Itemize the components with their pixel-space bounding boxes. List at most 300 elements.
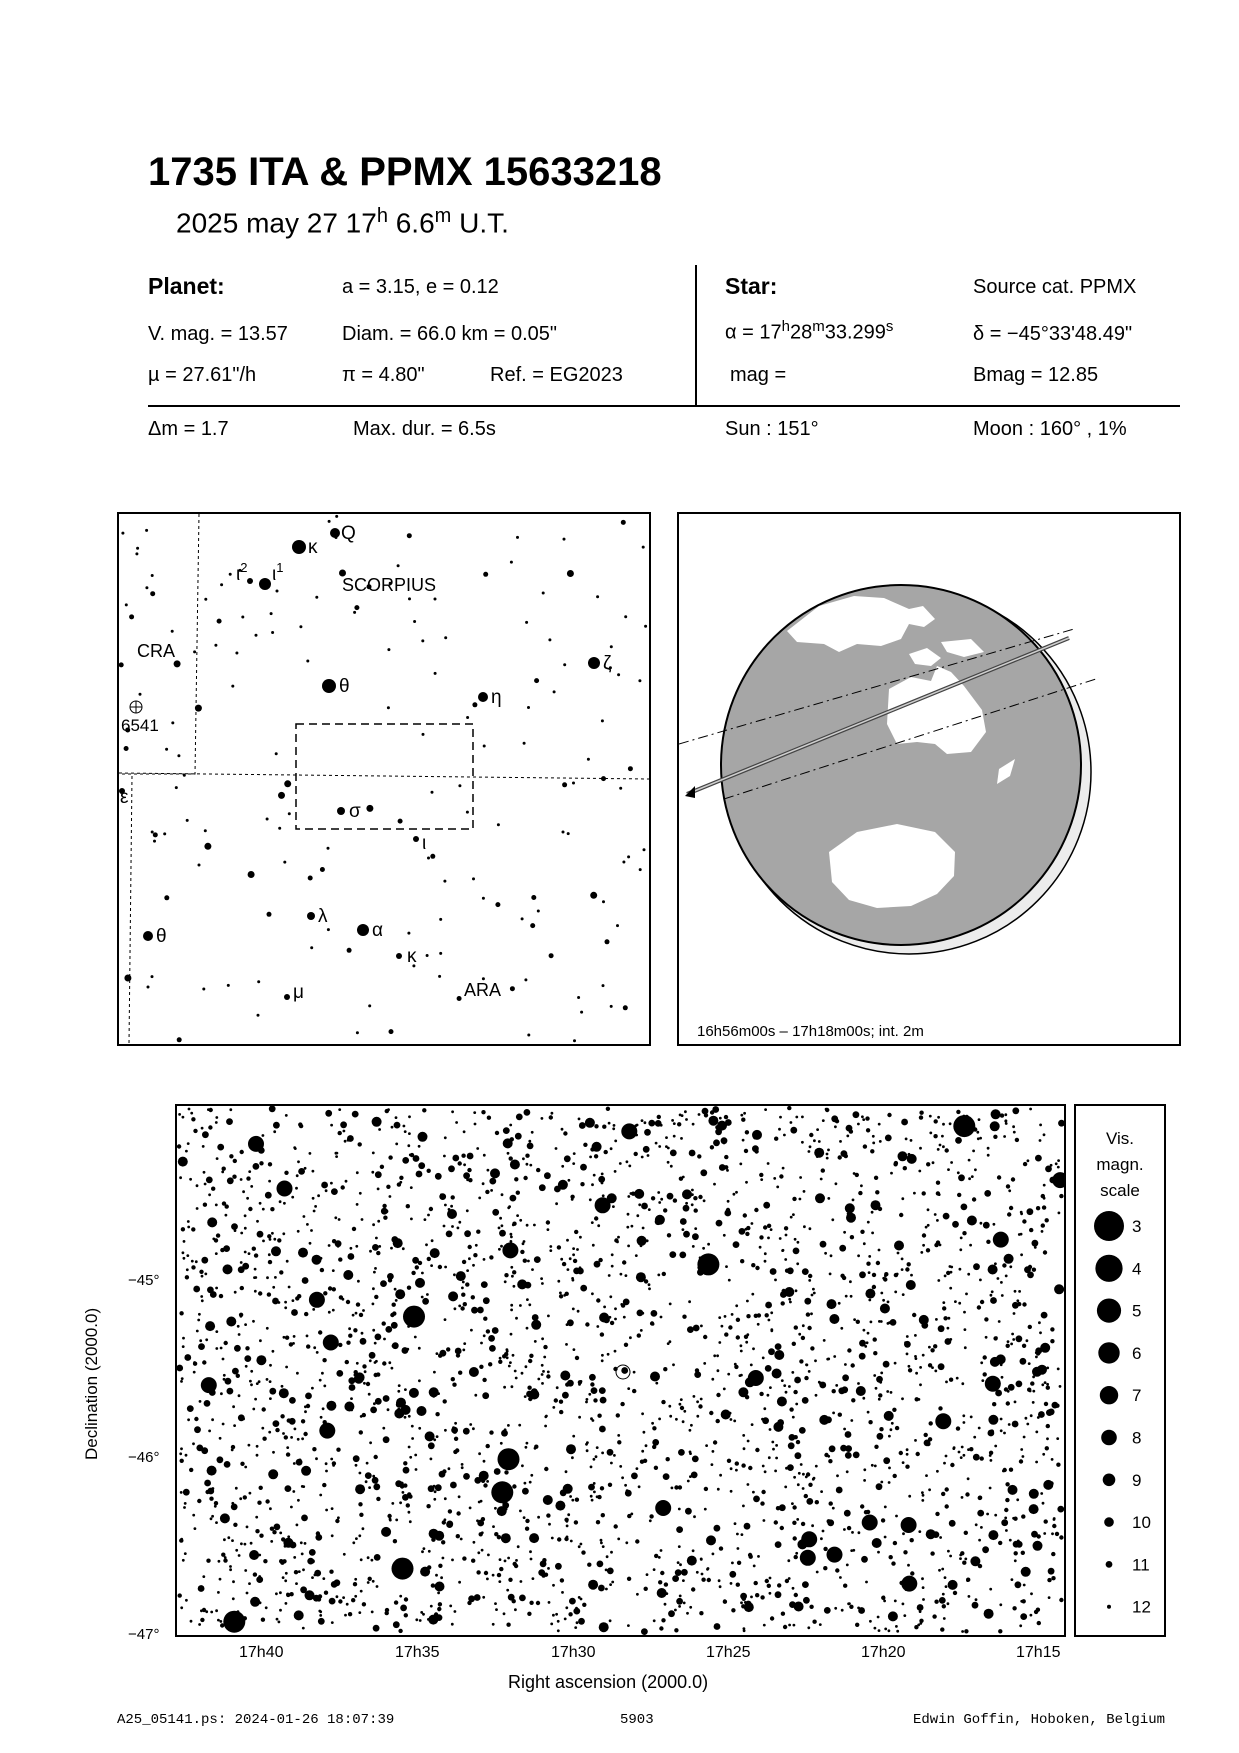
field-star [517,1545,520,1548]
field-star [539,1184,546,1191]
field-star [691,1193,694,1196]
field-star [1059,1194,1063,1198]
field-star [418,1162,425,1169]
field-star [649,1519,652,1522]
field-star [783,1625,787,1629]
field-star [444,1318,447,1321]
field-star [295,1582,298,1585]
legend-dot [1095,1255,1122,1282]
field-star [619,1465,622,1468]
field-star [486,1329,490,1333]
field-star [937,1148,940,1151]
field-star [557,1280,560,1283]
field-star [871,1211,874,1214]
field-star [765,1365,772,1372]
field-star [397,1390,400,1393]
field-star [428,1615,438,1625]
field-star [507,1206,510,1209]
background-star [124,975,131,982]
field-star [471,1559,475,1563]
field-star [795,1452,802,1459]
field-star [791,1371,794,1374]
field-star [335,1155,338,1158]
field-star [823,1339,826,1342]
field-star [430,1264,433,1267]
field-star [285,1485,292,1492]
field-star [225,1214,228,1217]
field-star [250,1542,253,1545]
field-star [269,1364,272,1367]
field-star [352,1541,355,1544]
field-star [838,1302,841,1305]
field-star [1055,1162,1058,1165]
field-star [785,1579,789,1583]
field-star [368,1577,372,1581]
field-star [448,1208,451,1211]
field-star [428,1442,435,1449]
label-q: Q [341,523,356,544]
field-star [312,1170,315,1173]
field-star [812,1620,816,1624]
field-star [437,1592,440,1595]
background-star [516,536,519,539]
field-star [410,1186,413,1189]
field-star [1038,1321,1041,1324]
field-star [382,1204,386,1208]
field-star [485,1190,489,1194]
field-star [647,1154,650,1157]
background-star [413,620,416,623]
star-eta-sco [478,692,488,702]
field-star [886,1390,889,1393]
field-star [1004,1113,1007,1116]
field-star [444,1266,447,1269]
star-zeta-sco [588,657,600,669]
field-star [865,1581,868,1584]
field-star [1054,1284,1064,1294]
field-star [816,1571,819,1574]
field-star [969,1244,972,1247]
field-star [840,1445,847,1452]
field-star [803,1597,810,1604]
field-star [1043,1250,1047,1254]
field-star [779,1421,783,1425]
star-field-points [177,1106,1064,1635]
field-star [596,1520,600,1524]
field-star [544,1467,548,1471]
field-star [829,1314,839,1324]
label-cra: CRA [137,641,176,661]
field-star [641,1119,644,1122]
field-star [925,1474,928,1477]
field-star [274,1276,277,1279]
field-star [316,1531,320,1535]
field-star [696,1571,699,1574]
field-star [202,1360,206,1364]
field-star [534,1340,537,1343]
field-star [458,1495,461,1498]
field-star [724,1315,727,1318]
field-star [559,1400,563,1404]
field-star [947,1168,950,1171]
background-star [408,597,411,600]
field-star [899,1213,903,1217]
field-star [608,1122,611,1125]
field-star [764,1260,767,1263]
field-star [658,1201,661,1204]
field-star [304,1542,307,1545]
field-star [505,1508,508,1511]
field-star [336,1370,343,1377]
field-star [771,1441,774,1444]
field-star [409,1388,419,1398]
field-star [679,1403,682,1406]
field-star [354,1595,357,1598]
field-star [499,1558,502,1561]
field-star [594,1216,598,1220]
field-star [1040,1343,1050,1353]
background-star [387,648,390,651]
field-star [713,1183,716,1186]
field-star [808,1483,812,1487]
field-star [253,1163,260,1170]
field-star [195,1260,198,1263]
field-star [604,1150,608,1154]
field-star [682,1228,685,1231]
field-star [686,1612,689,1615]
field-star [730,1418,733,1421]
field-star [366,1382,370,1386]
field-star [745,1181,748,1184]
field-star [215,1204,218,1207]
field-star [181,1227,185,1231]
field-star [1035,1461,1038,1464]
field-star [227,1536,230,1539]
field-star [926,1248,930,1252]
field-star [995,1336,998,1339]
background-star [136,547,139,550]
background-star [472,877,475,880]
field-star [717,1121,727,1131]
field-star [693,1196,697,1200]
field-star [1049,1481,1053,1485]
field-star [373,1402,376,1405]
moon-info: Moon : 160° , 1% [973,418,1127,440]
field-star [708,1116,718,1126]
field-star [191,1265,195,1269]
field-star [764,1252,767,1255]
field-star [389,1195,392,1198]
field-star [444,1429,447,1432]
field-star [204,1183,207,1186]
field-star [762,1417,769,1424]
field-star [189,1178,192,1181]
field-star [997,1175,1001,1179]
field-star [232,1405,235,1408]
field-star [610,1147,613,1150]
field-star [944,1576,947,1579]
field-star [303,1432,307,1436]
field-star [610,1551,613,1554]
field-star [1004,1120,1007,1123]
field-star [793,1248,800,1255]
field-star [877,1551,880,1554]
background-star [229,573,232,576]
field-star [651,1310,658,1317]
field-star [238,1333,241,1336]
field-star [950,1161,953,1164]
field-star [696,1400,699,1403]
field-star [454,1437,458,1441]
field-star [246,1197,249,1200]
field-star [426,1571,429,1574]
field-star [960,1551,964,1555]
field-star [883,1600,886,1603]
field-star [244,1543,247,1546]
field-star [391,1502,394,1505]
field-star [1051,1552,1055,1556]
field-star [853,1318,856,1321]
field-star [238,1554,241,1557]
field-star [344,1140,347,1143]
field-star [277,1238,281,1242]
field-star [299,1124,303,1128]
field-star [717,1488,720,1491]
field-star [338,1599,342,1603]
field-star [288,1286,291,1289]
field-star [710,1145,714,1149]
field-star [444,1518,447,1521]
field-star [956,1426,960,1430]
field-star [1051,1458,1054,1461]
background-star [421,639,424,642]
field-star [764,1470,767,1473]
field-star [265,1192,272,1199]
field-star [1025,1417,1028,1420]
star-field-chart [175,1104,1066,1637]
field-star [377,1188,380,1191]
field-star [314,1205,317,1208]
field-star [590,1466,593,1469]
field-star [1029,1504,1039,1514]
field-star [519,1304,522,1307]
field-star [788,1298,791,1301]
field-star [435,1173,442,1180]
field-star [555,1202,558,1205]
field-star [186,1268,189,1271]
field-star [439,1471,446,1478]
field-star [325,1110,332,1117]
field-star [798,1333,801,1336]
field-star [279,1270,283,1274]
field-star [1007,1390,1010,1393]
field-star [795,1289,798,1292]
field-star [309,1292,325,1308]
field-star [483,1483,487,1487]
field-star [827,1299,837,1309]
field-star [499,1357,502,1360]
field-star [444,1204,447,1207]
field-star [673,1198,677,1202]
field-star [752,1491,755,1494]
field-star [509,1361,512,1364]
field-star [566,1444,576,1454]
field-star [443,1225,446,1228]
field-star [863,1242,866,1245]
field-star [551,1112,554,1115]
field-star [217,1591,220,1594]
field-star [182,1345,185,1348]
field-star [187,1142,190,1145]
field-star [947,1327,950,1330]
field-star [850,1549,853,1552]
field-star [438,1265,442,1269]
field-star [757,1323,760,1326]
field-star [734,1522,737,1525]
field-star [599,1313,609,1323]
field-star [272,1350,275,1353]
field-star [731,1562,734,1565]
field-star [544,1425,547,1428]
field-star [949,1122,952,1125]
background-star [562,831,565,834]
field-star [383,1216,387,1220]
event-time: 2025 may 27 17$^h$ 6.6$^m$ U.T. [176,205,509,239]
field-star [383,1436,390,1443]
field-star [777,1583,781,1587]
field-star [781,1612,785,1616]
background-star [204,829,207,832]
field-star [244,1466,247,1469]
field-star [314,1574,317,1577]
background-star [121,532,124,535]
field-star [576,1248,579,1251]
field-star [373,1271,376,1274]
background-star [328,520,331,523]
field-star [1020,1253,1023,1256]
field-star [244,1355,251,1362]
field-star [323,1291,327,1295]
field-star [568,1612,572,1616]
field-star [682,1315,686,1319]
field-star [233,1523,237,1527]
background-star [457,996,462,1001]
field-star [301,1466,311,1476]
field-star [962,1231,966,1235]
background-star [270,612,273,615]
background-star [542,592,545,595]
field-star [1030,1614,1033,1617]
field-star [510,1333,513,1336]
field-star [516,1191,520,1195]
field-star [478,1197,481,1200]
field-star [601,1452,604,1455]
field-star [515,1377,518,1380]
field-star [222,1423,225,1426]
field-star [1032,1390,1035,1393]
field-star [729,1412,732,1415]
field-star [256,1454,259,1457]
field-star [391,1126,394,1129]
field-star [859,1353,866,1360]
field-star [683,1602,686,1605]
field-star [767,1162,770,1165]
field-star [849,1280,852,1283]
field-star [1037,1621,1041,1625]
field-star [718,1316,721,1319]
field-star [1004,1508,1008,1512]
field-star [934,1600,938,1604]
field-star [791,1502,794,1505]
field-star [221,1171,224,1174]
field-star [259,1486,263,1490]
field-star [874,1627,877,1630]
field-star [600,1486,604,1490]
field-star [920,1251,923,1254]
field-star [244,1569,247,1572]
field-star [509,1124,512,1127]
field-star [463,1130,466,1133]
field-star [554,1398,558,1402]
label-kappa-sco: κ [308,537,318,558]
field-star [232,1368,239,1375]
field-star [586,1398,589,1401]
field-star [967,1273,970,1276]
field-star [763,1202,770,1209]
field-star [792,1213,795,1216]
field-star [1002,1263,1006,1267]
field-star [330,1182,333,1185]
field-star [478,1452,481,1455]
field-star [859,1271,866,1278]
field-star [613,1454,616,1457]
field-star [396,1401,403,1408]
field-star [234,1291,237,1294]
field-star [943,1462,946,1465]
field-star [454,1307,457,1310]
field-star [984,1317,988,1321]
field-star [370,1407,377,1414]
field-star [975,1598,978,1601]
background-star [497,823,500,826]
field-star [719,1474,722,1477]
field-star [794,1325,798,1329]
field-star [661,1400,665,1404]
star-right-ascension: $\alpha = 17^h28^m33.299^s$ [725,318,894,344]
field-star [802,1324,805,1327]
field-star [883,1457,890,1464]
field-star [941,1492,945,1496]
field-star [888,1435,891,1438]
field-star [627,1245,630,1248]
background-star [204,843,211,850]
field-star [246,1592,249,1595]
field-star [589,1374,596,1381]
field-star [486,1480,489,1483]
field-star [346,1300,350,1304]
field-star [759,1246,762,1249]
field-star [957,1193,961,1197]
legend-magnitude-label: 11 [1132,1555,1150,1575]
field-star [845,1295,848,1298]
field-star [829,1445,836,1452]
field-star [701,1573,704,1576]
field-star [819,1623,822,1626]
field-star [304,1410,307,1413]
field-star [279,1609,282,1612]
field-star [330,1458,333,1461]
field-star [924,1433,928,1437]
